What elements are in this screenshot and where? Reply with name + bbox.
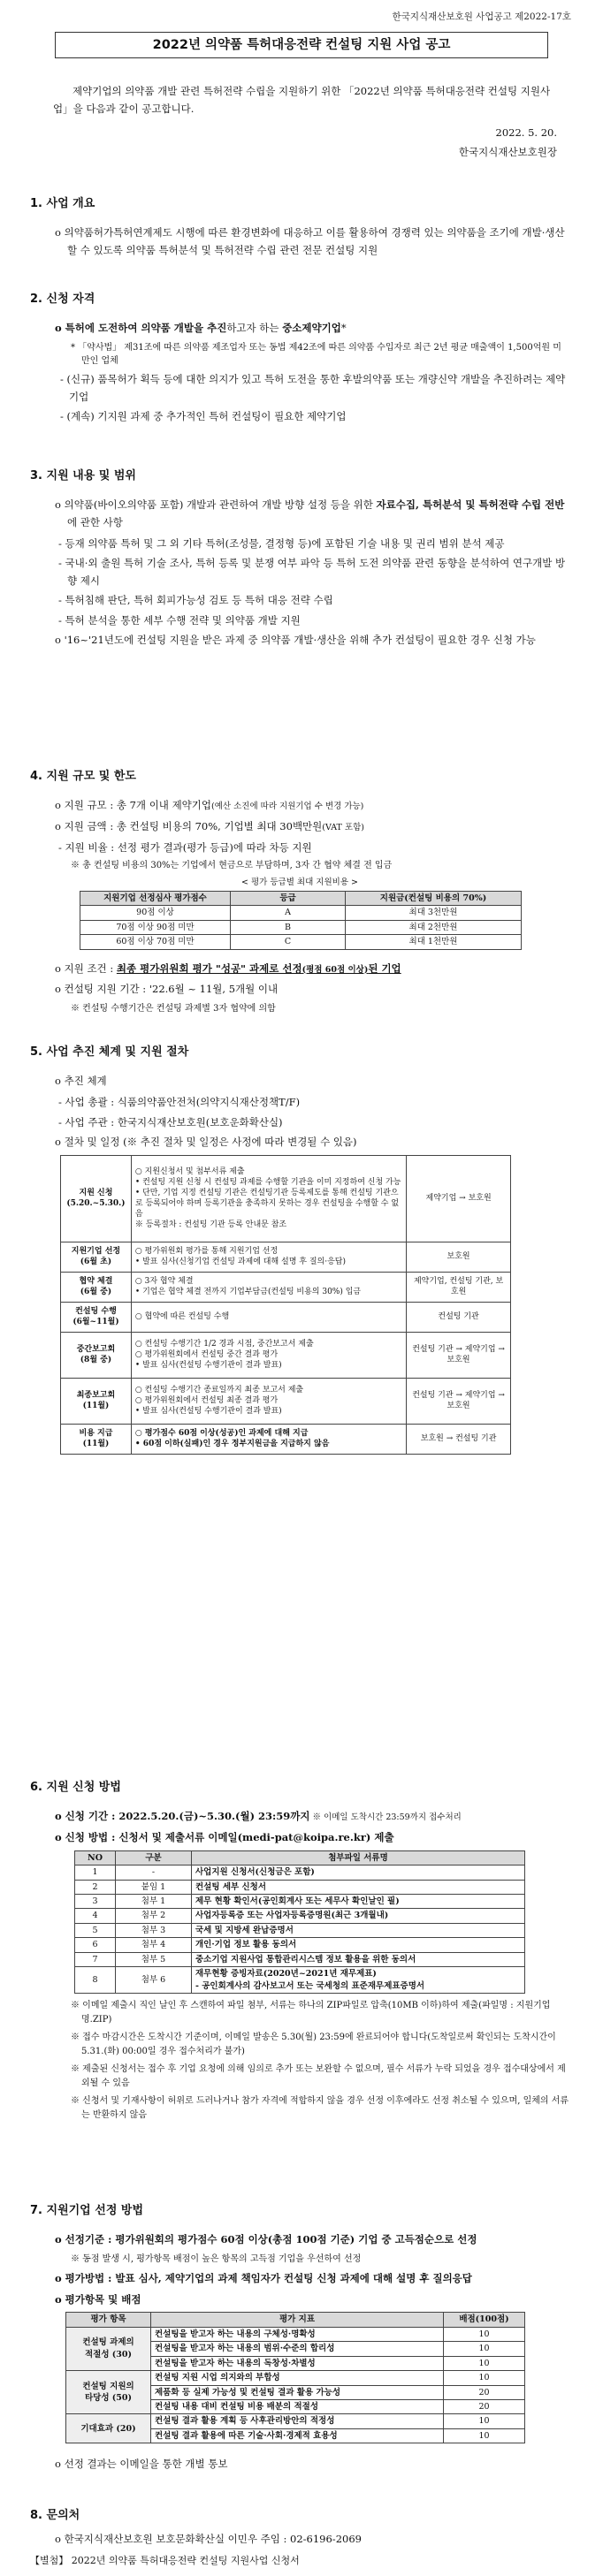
scope-item: - 국내·외 출원 특허 기술 조사, 특허 등록 및 분쟁 여부 파악 등 특허 도전 의약품 관련 동향을 분석하여 연구개발 방향 제시	[58, 557, 566, 587]
evaluation-header: 평가 지표	[151, 2313, 444, 2327]
scope-main-bold: 자료수집, 특허분석 및 특허전략 수립 전반	[376, 498, 565, 512]
eligibility-main-text: 하고자 하는	[226, 322, 283, 335]
grade-letter: C	[231, 935, 346, 949]
doc-no: 4	[75, 1909, 116, 1923]
section-support-scope	[30, 468, 569, 653]
table-row	[61, 1242, 511, 1272]
application-method	[51, 1829, 569, 1847]
eligibility-main-star: *	[340, 322, 347, 335]
evaluation-score: 10	[444, 2356, 525, 2370]
doc-type: 첨부 3	[116, 1923, 192, 1937]
evaluation-items-heading: o 평가항목 및 배점	[55, 2292, 141, 2306]
section-title: 8. 문의처	[30, 2509, 80, 2522]
section-eligibility	[30, 292, 569, 429]
doc-no: 6	[75, 1938, 116, 1952]
system-general: - 사업 총괄 : 식품의약품안전처(의약지식재산정책T/F)	[58, 1096, 301, 1108]
scope-main-text: o 의약품(바이오의약품 포함) 개발과 관련하여 개발 방향 설정 등을 위한	[55, 498, 377, 512]
section-title: 5. 사업 추진 체계 및 지원 절차	[30, 1045, 189, 1059]
table-row	[75, 1952, 525, 1966]
procedure-actor: 제약기업, 컨설팅 기관, 보호원	[407, 1272, 511, 1302]
grade-letter: A	[231, 906, 346, 920]
support-amount	[51, 818, 569, 836]
evaluation-score: 20	[444, 2400, 525, 2414]
procedure-stage: 비용 지급 (11월)	[61, 1424, 132, 1454]
support-size	[51, 797, 569, 815]
doc-type: 첨부 1	[116, 1895, 192, 1909]
doc-name: 사업자등록증 또는 사업자등록증명원(최근 3개월내)	[192, 1909, 525, 1923]
evaluation-score: 10	[444, 2371, 525, 2385]
procedure-content: ○ 협약에 따른 컨설팅 수행	[131, 1302, 406, 1332]
evaluation-group: 기대효과 (20)	[66, 2414, 151, 2443]
eligibility-continuing: - (계속) 기지원 과제 중 추가적인 특허 컨설팅이 필요한 제약기업	[60, 410, 347, 423]
scope-item: - 특허 분석을 통한 세부 수행 전략 및 의약품 개발 지원	[58, 613, 301, 627]
table-row	[80, 935, 522, 949]
procedure-content: ○ 평가점수 60점 이상(성공)인 과제에 대해 지급 • 60점 이하(실패)인 경우 정부지원금을 지급하지 않음	[131, 1424, 406, 1454]
scope-item: - 특허침해 판단, 특허 회피가능성 검토 등 특허 대응 전략 수립	[58, 594, 333, 607]
notice-number: 한국지식재산보호원 사업공고 제2022-17호	[392, 11, 571, 22]
section-overview	[30, 196, 569, 263]
table-row	[66, 2327, 525, 2341]
table-row	[61, 1424, 511, 1454]
doc-type: 첨부 5	[116, 1952, 192, 1966]
section-title: 7. 지원기업 선정 방법	[30, 2204, 144, 2217]
evaluation-criterion: 제품화 등 실제 가능성 및 컨설팅 결과 활용 가능성	[151, 2385, 444, 2399]
procedure-stage: 컨설팅 수행 (6월~11월)	[61, 1302, 132, 1332]
table-row	[75, 1880, 525, 1894]
evaluation-criterion: 컨설팅 내용 대비 컨설팅 비용 배분의 적절성	[151, 2400, 444, 2414]
application-note: ※ 접수 마감시간은 도착시간 기준이며, 이메일 발송은 5.30(월) 23:59에 완료되어야 합니다(도착일로써 확인되는 도착시간이 5.31.(화) 00:00일 경우 접수처리가 불가)	[71, 2033, 556, 2057]
table-row	[80, 906, 522, 920]
procedure-actor: 제약기업 → 보호원	[407, 1155, 511, 1242]
doc-name: 제무 현황 확인서(공인회계사 또는 세무사 확인날인 필)	[192, 1895, 525, 1909]
overview-item: o 의약품허가특허연계제도 시행에 따른 환경변화에 대응하고 이를 활용하여 경쟁력 있는 의약품을 조기에 개발·생산할 수 있도록 의약품 특허분석 및 특허전략 수립 관련 전문 컨설팅 지원	[55, 226, 565, 256]
evaluation-score: 10	[444, 2327, 525, 2341]
table-row	[61, 1272, 511, 1302]
doc-name: 국세 및 지방세 완납증명서	[192, 1923, 525, 1937]
procedure-stage: 협약 체결 (6월 중)	[61, 1272, 132, 1302]
scope-additional: o '16~'21년도에 컨설팅 지원을 받은 과제 중 의약품 개발·생산을 위해 추가 컨설팅이 필요한 경우 신청 가능	[55, 634, 536, 647]
support-condition-label: o 지원 조건 :	[55, 961, 117, 975]
system-operator: - 사업 주관 : 한국지식재산보호원(보호운화확산실)	[58, 1115, 283, 1128]
support-size-text: o 지원 규모 : 총 7개 이내 제약기업	[55, 799, 212, 812]
eligibility-new: - (신규) 품목허가 획득 등에 대한 의지가 있고 특허 도전을 통한 후발의약품 또는 개량신약 개발을 추진하려는 제약기업	[60, 373, 566, 403]
evaluation-header: 배점(100점)	[444, 2313, 525, 2327]
intro-paragraph: 제약기업의 의약품 개발 관련 특허전략 수립을 지원하기 위한 「2022년 의약품 특허대응전략 컨설팅 지원사업」을 다음과 같이 공고합니다.	[53, 85, 551, 115]
doc-no: 1	[75, 1866, 116, 1880]
section-title: 2. 신청 자격	[30, 293, 95, 306]
doc-name: 컨설팅 세부 신청서	[192, 1880, 525, 1894]
section-title: 4. 지원 규모 및 한도	[30, 770, 136, 783]
support-condition-bold: 최종 평가위원회 평가 "성공" 과제로 선정	[116, 961, 302, 975]
procedure-stage: 최종보고회 (11월)	[61, 1378, 132, 1424]
grade-table-caption: < 평가 등급별 최대 지원비용 >	[241, 878, 358, 888]
grade-score: 90점 이상	[80, 906, 231, 920]
documents-table	[74, 1850, 525, 1995]
grade-table-header: 지원금(컨설팅 비용의 70%)	[346, 891, 522, 905]
section-application	[30, 1780, 569, 2126]
evaluation-score: 10	[444, 2414, 525, 2428]
evaluation-criterion: 컨설팅을 받고자 하는 내용의 범위·수준의 합리성	[151, 2342, 444, 2356]
doc-name: 재무현황 증빙자료(2020년~2021년 재무제표) - 공인회계사의 감사보고서 또는 국세청의 표준재무제표증명서	[192, 1967, 525, 1994]
table-row	[61, 1332, 511, 1378]
eligibility-main-bold: o 특허에 도전하여 의약품 개발을 추진	[55, 322, 227, 335]
scope-main-end: 에 관한 사항	[67, 516, 123, 528]
support-condition	[51, 961, 569, 978]
doc-type: 붙임 1	[116, 1880, 192, 1894]
scope-main	[51, 497, 569, 531]
support-condition-score: (평점 60점 이상)	[302, 964, 369, 975]
documents-header: 첨부파일 서류명	[192, 1850, 525, 1865]
procedure-actor: 보호원 → 컨설팅 기관	[407, 1424, 511, 1454]
documents-header: 구분	[116, 1850, 192, 1865]
evaluation-criterion: 컨설팅 지원 시업 의지와의 부합성	[151, 2371, 444, 2385]
scope-item: - 등재 의약품 특허 및 그 외 기타 특허(조성물, 결정형 등)에 포함된 기술 내용 및 권리 범위 분석 제공	[58, 536, 505, 550]
doc-no: 8	[75, 1967, 116, 1994]
application-note: ※ 신청서 및 기재사항이 허위로 드러나거나 참가 자격에 적합하지 않을 경우 선정 이후에라도 선정 취소될 수 있으며, 일체의 서류는 반환하지 않음	[71, 2096, 569, 2121]
table-row	[61, 1155, 511, 1242]
table-row	[75, 1895, 525, 1909]
grade-amount: 최대 3천만원	[346, 906, 522, 920]
page-title: 2022년 의약품 특허대응전략 컨설팅 지원 사업 공고	[55, 32, 548, 58]
procedure-content: ○ 지원신청서 및 첨부서류 제출 • 컨설팅 지원 신청 시 컨설팅 과제를 수행할 기관을 이미 지정하여 신청 가능 • 단만, 기업 지정 컨설팅 기관은 컨설팅기관 등록제도를 통해 컨설팅 기관으로 등록되어야 하며 등록기관을 충족하지 못하는 경우 컨설팅을 수행할 수 없음 ※ 등록절차 : 컨설팅 기관 등록 안내문 참조	[131, 1155, 406, 1242]
evaluation-group: 컨설팅 과제의 적절성 (30)	[66, 2327, 151, 2370]
table-row	[75, 1938, 525, 1952]
procedure-actor: 컨설팅 기관 → 제약기업 → 보호원	[407, 1378, 511, 1424]
selection-notification: o 선정 결과는 이메일을 통한 개별 통보	[55, 2458, 228, 2471]
application-method-label: o 신청 방법 :	[55, 1831, 119, 1843]
table-row	[80, 920, 522, 934]
attachment-note: 【별첨】 2022년 의약품 특허대응전략 컨설팅 지원사업 신청서	[30, 2555, 300, 2566]
grade-table-header: 지원기업 선정심사 평가점수	[80, 891, 231, 905]
grade-score: 60점 이상 70점 미만	[80, 935, 231, 949]
doc-type: 첨부 2	[116, 1909, 192, 1923]
evaluation-criterion: 컨설팅을 받고자 하는 내용의 독창성·차별성	[151, 2356, 444, 2370]
doc-type: 첨부 6	[116, 1967, 192, 1994]
support-size-note: (예산 소진에 따라 지원기업 수 변경 가능)	[211, 802, 364, 812]
selection-tie-note: ※ 동점 발생 시, 평가항목 배점이 높은 항목의 고득점 기업을 우선하여 선정	[71, 2254, 362, 2264]
grade-letter: B	[231, 920, 346, 934]
doc-name: 사업지원 신청서(신청금은 포함)	[192, 1866, 525, 1880]
grade-table-header: 등급	[231, 891, 346, 905]
eligibility-main	[51, 320, 569, 338]
support-period-note: ※ 컨설팅 수행기간은 컨설팅 과제별 3자 협약에 의함	[71, 1003, 276, 1014]
evaluation-criterion: 컨설팅 결과 활용 계획 등 사후관리방안의 적정성	[151, 2414, 444, 2428]
procedure-content: ○ 컨설팅 수행기간 1/2 경과 시점, 중간보고서 제출 ○ 평가위원회에서 컨설팅 중간 결과 평가 • 발표 심사(컨설팅 수행기관이 결과 발표)	[131, 1332, 406, 1378]
evaluation-method: o 평가방법 : 발표 심사, 제약기업의 과제 책임자가 컨설팅 신청 과제에 대해 설명 후 질의응답	[55, 2272, 472, 2284]
doc-name: 개인·기업 정보 활용 동의서	[192, 1938, 525, 1952]
application-period-value: 2022.5.20.(금)~5.30.(월) 23:59까지	[118, 1810, 310, 1823]
support-condition-end: 된 기업	[368, 961, 401, 975]
notice-date: 2022. 5. 20.	[495, 126, 557, 139]
section-selection	[30, 2203, 569, 2477]
section-support-amount	[30, 769, 569, 1020]
table-row	[61, 1302, 511, 1332]
table-row	[75, 1909, 525, 1923]
evaluation-criterion: 컨설팅 결과 활용에 따른 기술·사회·경제적 효용성	[151, 2428, 444, 2443]
table-row	[66, 2414, 525, 2428]
application-period	[51, 1808, 569, 1826]
section-title: 1. 사업 개요	[30, 197, 95, 210]
grade-amount: 최대 1천만원	[346, 935, 522, 949]
evaluation-criterion: 컨설팅을 받고자 하는 내용의 구체성·명확성	[151, 2327, 444, 2341]
evaluation-score: 20	[444, 2385, 525, 2399]
doc-no: 5	[75, 1923, 116, 1937]
table-row	[75, 1866, 525, 1880]
doc-no: 2	[75, 1880, 116, 1894]
procedure-table	[60, 1155, 511, 1455]
table-row	[61, 1378, 511, 1424]
application-period-label: o 신청 기간 :	[55, 1810, 119, 1823]
system-heading: o 추진 체계	[55, 1075, 107, 1088]
grade-amount: 최대 2천만원	[346, 920, 522, 934]
grade-score: 70점 이상 90점 미만	[80, 920, 231, 934]
procedure-stage: 지원 신청 (5.20.~5.30.)	[61, 1155, 132, 1242]
documents-header: NO	[75, 1850, 116, 1865]
support-amount-text: o 지원 금액 : 총 컨설팅 비용의 70%, 기업별 최대 30백만원	[55, 820, 323, 832]
table-row	[75, 1923, 525, 1937]
procedure-stage: 지원기업 선정 (6월 초)	[61, 1242, 132, 1272]
evaluation-score: 10	[444, 2428, 525, 2443]
procedure-actor: 컨설팅 기관	[407, 1302, 511, 1332]
issuer-name: 한국지식재산보호원장	[458, 146, 557, 158]
application-note: ※ 이메일 제출시 직인 날인 후 스캔하여 파일 첨부, 서류는 하나의 ZIP파일로 압축(10MB 이하)하여 제출(파일명 : 지원기업명.ZIP)	[71, 2001, 551, 2025]
support-amount-note: (VAT 포함)	[322, 823, 364, 832]
procedure-actor: 컨설팅 기관 → 제약기업 → 보호원	[407, 1332, 511, 1378]
evaluation-group: 컨설팅 지원의 타당성 (50)	[66, 2371, 151, 2414]
evaluation-score: 10	[444, 2342, 525, 2356]
section-title: 3. 지원 내용 및 범위	[30, 469, 136, 483]
table-row	[66, 2371, 525, 2385]
support-ratio: - 지원 비율 : 선정 평가 결과(평가 등급)에 따라 차등 지원	[58, 840, 312, 854]
doc-type: -	[116, 1866, 192, 1880]
table-row	[75, 1967, 525, 1994]
application-note: ※ 제출된 신청서는 접수 후 기업 요청에 의해 임의로 추가 또는 보완할 수 없으며, 필수 서류가 누락 되었을 경우 접수대상에서 제외될 수 있음	[71, 2064, 566, 2089]
evaluation-table	[65, 2312, 525, 2443]
procedure-heading: o 절차 및 일정 (※ 추진 절차 및 일정은 사정에 따라 변경될 수 있음)	[55, 1136, 357, 1149]
doc-name: 중소기업 지원사업 통합관리시스템 정보 활용을 위한 동의서	[192, 1952, 525, 1966]
doc-type: 첨부 4	[116, 1938, 192, 1952]
evaluation-header: 평가 항목	[66, 2313, 151, 2327]
eligibility-footnote: * 「약사법」 제31조에 따른 의약품 제조업자 또는 동법 제42조에 따른 의약품 수입자로 최근 2년 평균 매출액이 1,500억원 미만인 업체	[71, 343, 561, 366]
section-procedure	[30, 1045, 569, 1455]
eligibility-main-target: 중소제약기업	[282, 322, 341, 335]
support-ratio-note: ※ 총 컨설팅 비용의 30%는 기업에서 현금으로 부담하며, 3자 간 협약 체결 전 입금	[71, 861, 393, 871]
support-period: o 컨설팅 지원 기간 : '22.6월 ~ 11월, 5개월 이내	[55, 983, 279, 996]
application-period-note: ※ 이메일 도착시간 23:59까지 접수처리	[309, 1812, 462, 1823]
section-contact	[30, 2508, 569, 2549]
doc-no: 3	[75, 1895, 116, 1909]
section-title: 6. 지원 신청 방법	[30, 1781, 121, 1794]
contact-info: o 한국지식재산보호원 보호문화확산실 이민우 주임 : 02-6196-2069	[55, 2533, 362, 2546]
procedure-content: ○ 컨설팅 수행기간 종료일까지 최종 보고서 제출 ○ 평가위원회에서 컨설팅 최종 결과 평가 • 발표 심사(컨설팅 수행기관이 결과 발표)	[131, 1378, 406, 1424]
doc-no: 7	[75, 1952, 116, 1966]
grade-table	[80, 891, 522, 950]
procedure-content: ○ 평가위원회 평가를 통해 지원기업 선정 • 발표 심사(신청기업 컨설팅 과제에 대해 설명 후 질의·응답)	[131, 1242, 406, 1272]
application-method-value: 신청서 및 제출서류 이메일(medi-pat@koipa.re.kr) 제출	[118, 1831, 394, 1843]
procedure-actor: 보호원	[407, 1242, 511, 1272]
procedure-stage: 중간보고회 (8월 중)	[61, 1332, 132, 1378]
procedure-content: ○ 3자 협약 체결 • 기업은 협약 체결 전까지 기업부담금(컨설팅 비용의 30%) 입금	[131, 1272, 406, 1302]
selection-criteria: o 선정기준 : 평가위원회의 평가점수 60점 이상(총점 100점 기준) 기업 중 고득점순으로 선정	[55, 2233, 477, 2246]
